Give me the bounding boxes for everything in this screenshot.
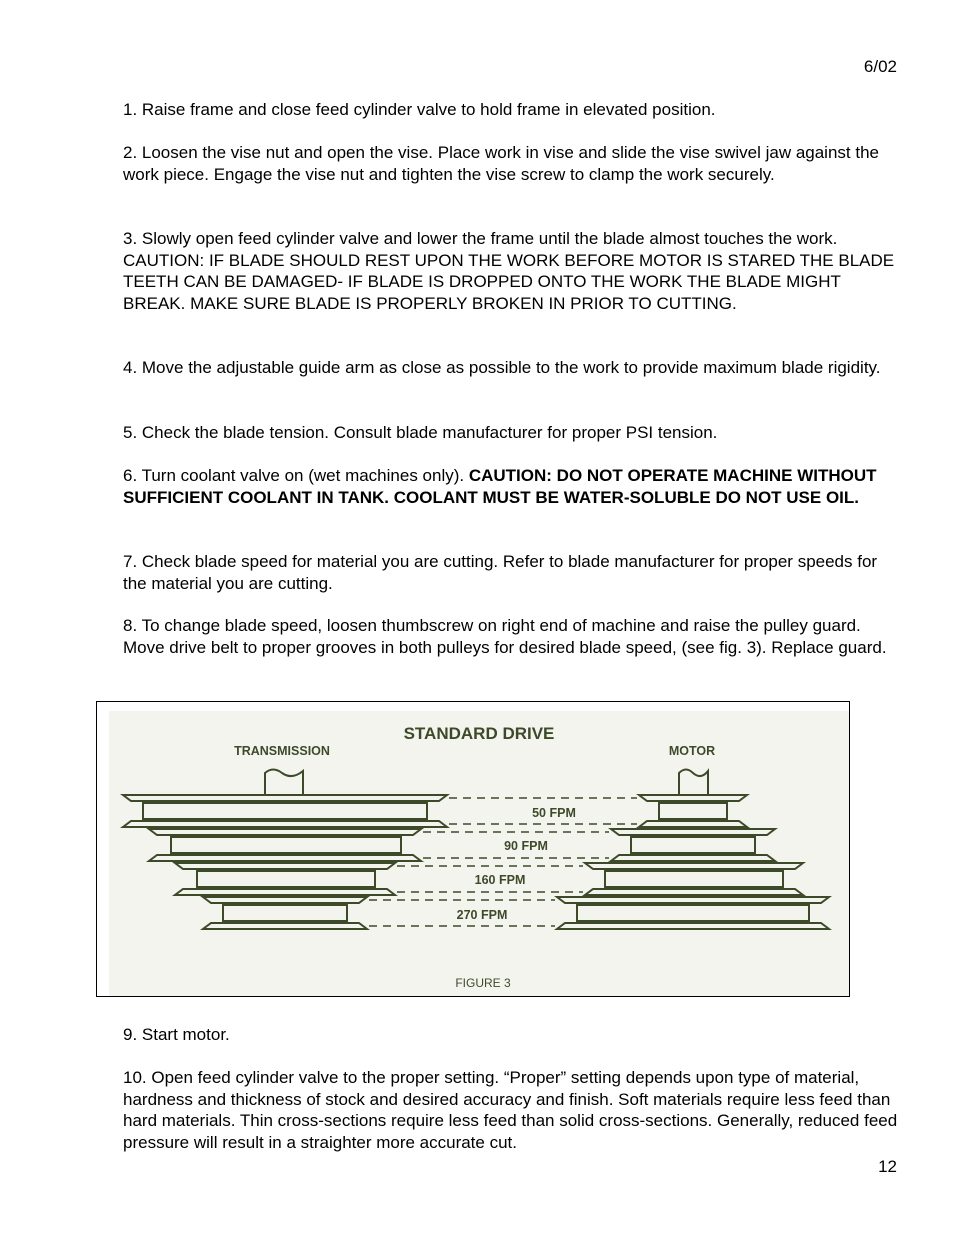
step-2: 2. Loosen the vise nut and open the vise. Place work in vise and slide the vise swivel jaw against the work piece. Engage the vise nut and tighten the vise screw to clamp the work securely. <box>123 143 879 184</box>
speed-label-50: 50 FPM <box>532 806 576 820</box>
step-7: 7. Check blade speed for material you are cutting. Refer to blade manufacturer for proper speeds for the material you are cutting. <box>123 552 878 593</box>
step-3: 3. Slowly open feed cylinder valve and lower the frame until the blade almost touches the work. CAUTION: IF BLADE SHOULD REST UPON THE WORK BEFORE MOTOR IS STARED THE BLADE TEETH CAN BE DAMAGED- IF BLADE IS DROPPED ONTO THE WORK THE BLADE MIGHT BREAK. MAKE SURE BLADE IS PROPERLY BROKEN IN PRIOR TO CUTTING. <box>123 229 895 313</box>
motor-step-4 <box>557 897 829 903</box>
transmission-step-4 <box>203 897 367 903</box>
page-date: 6/02 <box>863 57 897 76</box>
step-10: 10. Open feed cylinder valve to the proper setting. “Proper” setting depends upon type of material, hardness and thickness of stock and desired accuracy and finish. Soft materials require less feed than hard materials. Thin cross-sections require less feed than solid cross-sections. Generally, reduced feed pressure will result in a straighter more accurate cut. <box>123 1068 898 1152</box>
pulley-diagram <box>109 711 849 996</box>
step-9: 9. Start motor. <box>123 1025 230 1044</box>
step-6 <box>123 465 903 508</box>
transmission-step-1 <box>123 795 447 801</box>
transmission-label: TRANSMISSION <box>234 744 330 758</box>
speed-label-90: 90 FPM <box>504 839 548 853</box>
figure-caption: FIGURE 3 <box>455 976 511 990</box>
step-1: 1. Raise frame and close feed cylinder valve to hold frame in elevated position. <box>123 100 716 119</box>
motor-step-2 <box>611 829 775 835</box>
motor-step-3 <box>585 863 803 869</box>
step-8: 8. To change blade speed, loosen thumbscrew on right end of machine and raise the pulley guard. Move drive belt to proper grooves in both pulleys for desired blade speed, (see fig. 3). Replace guard. <box>123 616 887 657</box>
transmission-step-3 <box>175 863 395 869</box>
transmission-step-2 <box>149 829 421 835</box>
step-5: 5. Check the blade tension. Consult blade manufacturer for proper PSI tension. <box>123 423 718 442</box>
figure-image <box>109 711 849 996</box>
figure-3 <box>96 701 850 997</box>
motor-pulley <box>557 770 829 930</box>
motor-label: MOTOR <box>668 744 716 758</box>
step-6-text: 6. Turn coolant valve on (wet machines only). <box>123 466 469 485</box>
step-4: 4. Move the adjustable guide arm as close as possible to the work to provide maximum blade rigidity. <box>123 358 881 377</box>
coolant-caution: CAUTION: DO NOT OPERATE MACHINE WITHOUT SUFFICIENT COOLANT IN TANK. COOLANT MUST BE WATER-SOLUBLE DO NOT USE OIL. <box>123 466 877 507</box>
figure-title: STANDARD DRIVE <box>403 724 555 743</box>
motor-step-1 <box>639 795 747 801</box>
page-number: 12 <box>878 1157 897 1176</box>
transmission-pulley <box>123 770 447 930</box>
speed-label-270: 270 FPM <box>456 908 508 922</box>
speed-label-160: 160 FPM <box>474 873 526 887</box>
